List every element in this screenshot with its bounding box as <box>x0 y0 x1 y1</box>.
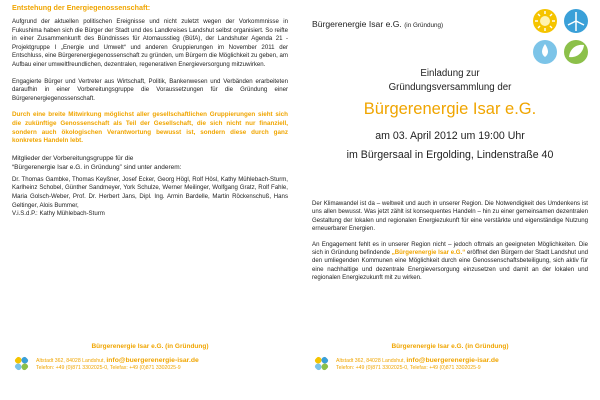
engagement-text-a: An Engagement fehlt es in unserer Region nicht – jedoch oftmals an geeigneten Möglichkeiten. Die sich in Gründung befindende <box>312 240 588 257</box>
vis-line: V.i.S.d.P.: Kathy Mühlebach-Sturm <box>12 210 105 218</box>
right-body <box>312 200 588 283</box>
footer-address <box>36 358 199 371</box>
origin-paragraph: Aufgrund der aktuellen politischen Ereignisse und nicht zuletzt wegen der Vorkommnisse in Fukushima haben sich die Bürger der Stadt und des Landkreises Landshut selbst organisiert. So reifte in einer Zusammenkunft des Bündnisses für Atomausstieg (BüfA), der Landshuter Agenda 21 - Projektgruppe I „Energie und Umwelt“ und anderen Gruppierungen im November 2011 der Entschluss, eine Bürgerenergiegenossenschaft zu gründen, um Bürgern die Möglichkeit zu geben, am Aufbau einer umweltfreundlichen, dezentralen, regenerativen Energieversorgung mitzuwirken. <box>12 18 288 68</box>
footer-phone: Telefon: +49 (0)871 3302025-0, Telefax: +49 (0)871 3302025-9 <box>36 364 181 371</box>
water-drop-icon <box>533 40 557 64</box>
footer-org-name: Bürgerenergie Isar e.G. (in Gründung) <box>391 343 509 350</box>
engagement-text-c: eröffnet den Bürgern der Stadt Landshut und den umliegenden Kommunen eine Möglichkeit durch eine Genossenschaftsbeteiligung, sich aktiv für eine nachhaltige und dezentrale Energieversorgung einzusetzen und damit an der lokalen und regionalen Energiezukunft mit zu wirken. <box>312 249 588 282</box>
mission-paragraph: Durch eine breite Mitwirkung möglichst aller gesellschaftlichen Gruppierungen sieht sich die zukünftige Genossenschaft als Teil der Gesellschaft, die sich nicht nur finanziell, sondern auch ökologischen Verantwortung bewusst ist, sondern diese durch ganz konkretes Handeln lebt. <box>12 111 288 145</box>
engagement-paragraph <box>312 241 588 283</box>
preparation-paragraph: Engagierte Bürger und Vertreter aus Wirtschaft, Politik, Bankenwesen und Verbänden erarbeiteten daraufhin in einer Vorbereitungsgruppe die Voraussetzungen für die Gründung einer Bürgerenergiegenossenschaft. <box>12 77 288 102</box>
engagement-org-name: „Bürgerenergie Isar e.G.“ <box>391 249 466 257</box>
brand-logo <box>530 6 592 68</box>
org-note: (in Gründung) <box>404 22 444 29</box>
members-intro-line1: Mitglieder der Vorbereitungsgruppe für die <box>12 154 134 162</box>
event-date: am 03. April 2012 um 19:00 Uhr <box>375 130 525 142</box>
right-page <box>300 0 600 400</box>
wind-turbine-icon <box>564 9 588 33</box>
section-heading: Entstehung der Energiegenossenschaft: <box>12 3 151 12</box>
sun-icon <box>533 9 557 33</box>
footer-email-link[interactable]: info@buergerenergie-isar.de <box>406 357 499 364</box>
members-list: Dr. Thomas Gambke, Thomas Keyßner, Josef Ecker, Georg Högl, Rolf Hösl, Kathy Mühlebach-Sturm, Karlheinz Schobel, Günther Sandmeyer, York Schulze, Werner Meilinger, Wolfgang Gratz, Rolf Fahle, Maria Golsch-Weber, Prof. Dr. Herbert Jans, Dipl. Ing. Armin Bardelle, Martin Röckenschuß, Hans Geltinger, Alois Bummer, <box>12 175 288 209</box>
footer-email-link[interactable]: info@buergerenergie-isar.de <box>106 357 199 364</box>
org-name: Bürgerenergie Isar e.G. <box>312 19 402 29</box>
footer-street: Altstadt 362, 84028 Landshut, <box>36 358 105 364</box>
climate-paragraph: Der Klimawandel ist da – weltweit und auch in unserer Region. Die Notwendigkeit des Umdenkens ist uns allen bewusst. Was jetzt zählt ist konsequentes Handeln – hin zu einer gemeinsamen dezentralen Gestaltung der lokalen und regionalen Energiezukunft für eine verstärkte und eigenständige Nutzung erneuerbarer Energien. <box>312 200 588 233</box>
footer-address <box>336 358 499 371</box>
small-logo-icon <box>14 356 29 371</box>
invitation-line1: Einladung zur <box>420 68 480 79</box>
small-logo-icon <box>314 356 329 371</box>
org-header <box>312 19 443 29</box>
footer-phone: Telefon: +49 (0)871 3302025-0, Telefax: +49 (0)871 3302025-9 <box>336 364 481 371</box>
leaf-icon <box>564 40 588 64</box>
event-location: im Bürgersaal in Ergolding, Lindenstraße 40 <box>346 149 554 161</box>
members-intro-line2: “Bürgerenergie Isar e.G. in Gründung” sind unter anderem: <box>12 163 182 171</box>
invitation-line2: Gründungsversammlung der <box>388 82 512 93</box>
footer-street: Altstadt 362, 84028 Landshut, <box>336 358 405 364</box>
event-title: Bürgerenergie Isar e.G. <box>363 100 537 118</box>
footer-org-name: Bürgerenergie Isar e.G. (in Gründung) <box>91 343 209 350</box>
